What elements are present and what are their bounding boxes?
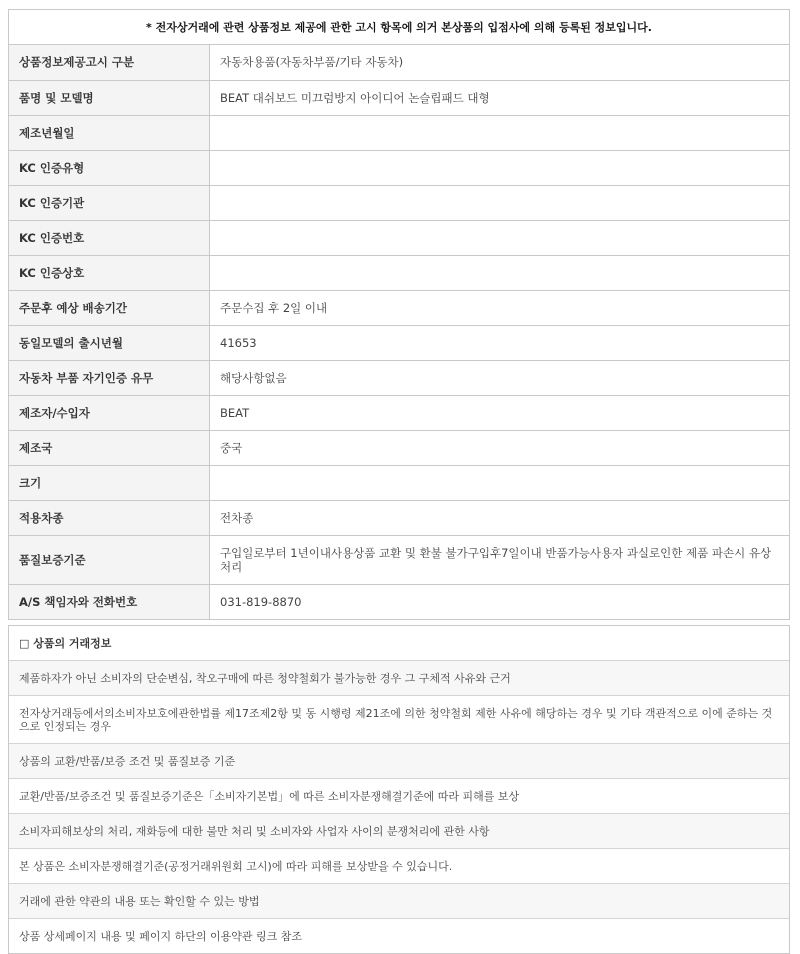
info-label: 동일모델의 출시년월 [9,325,210,360]
info-row [9,535,789,584]
trade-answer: 본 상품은 소비자분쟁해결기준(공정거래위원회 고시)에 따라 피해를 보상받을 수 있습니다. [9,848,789,883]
info-label: 제조년월일 [9,115,210,150]
info-value: 031-819-8870 [210,584,790,619]
info-value: BEAT [210,395,790,430]
trade-question: 제품하자가 아닌 소비자의 단순변심, 착오구매에 따른 청약철회가 불가능한 경우 그 구체적 사유와 근거 [9,660,789,695]
info-label: 품질보증기준 [9,535,210,584]
info-row [9,220,789,255]
info-label: A/S 책임자와 전화번호 [9,584,210,619]
info-value: 전차종 [210,500,790,535]
info-value [210,185,790,220]
info-label: 품명 및 모델명 [9,80,210,115]
trade-answer: 전자상거래등에서의소비자보호에관한법률 제17조제2항 및 동 시행령 제21조에 의한 청약철회 제한 사유에 해당하는 경우 및 기타 객관적으로 이에 준하는 것으로 인정되는 경우 [9,695,789,743]
info-row [9,115,789,150]
info-row [9,395,789,430]
trade-question: 상품의 교환/반품/보증 조건 및 품질보증 기준 [9,743,789,778]
info-value [210,150,790,185]
info-value [210,220,790,255]
info-value: 41653 [210,325,790,360]
info-row [9,255,789,290]
info-value [210,115,790,150]
info-row [9,584,789,619]
info-row [9,290,789,325]
info-label: 자동차 부품 자기인증 유무 [9,360,210,395]
info-row [9,80,789,115]
info-row [9,45,789,80]
info-value: 해당사항없음 [210,360,790,395]
info-value: BEAT 대쉬보드 미끄럼방지 아이디어 논슬립패드 대형 [210,80,790,115]
info-row [9,185,789,220]
trade-question: 거래에 관한 약관의 내용 또는 확인할 수 있는 방법 [9,883,789,918]
info-row [9,360,789,395]
info-row [9,150,789,185]
info-label: KC 인증유형 [9,150,210,185]
info-label: KC 인증번호 [9,220,210,255]
info-value [210,255,790,290]
info-label: 제조자/수입자 [9,395,210,430]
trade-info-section [8,625,790,954]
info-label: KC 인증기관 [9,185,210,220]
info-value: 중국 [210,430,790,465]
trade-question: 소비자피해보상의 처리, 재화등에 대한 불만 처리 및 소비자와 사업자 사이의 분쟁처리에 관한 사항 [9,813,789,848]
trade-answer: 교환/반품/보증조건 및 품질보증기준은「소비자기본법」에 따른 소비자분쟁해결기준에 따라 피해를 보상 [9,778,789,813]
info-value [210,465,790,500]
info-label: 제조국 [9,430,210,465]
trade-section-title: □ 상품의 거래정보 [19,636,112,650]
info-value: 구입일로부터 1년이내사용상품 교환 및 환불 불가구입후7일이내 반품가능사용자 과실로인한 제품 파손시 유상처리 [210,535,790,584]
info-label: KC 인증상호 [9,255,210,290]
info-label: 상품정보제공고시 구분 [9,45,210,80]
info-label: 적용차종 [9,500,210,535]
info-label: 주문후 예상 배송기간 [9,290,210,325]
product-info-table [8,9,790,620]
info-value: 주문수집 후 2일 이내 [210,290,790,325]
trade-answer: 상품 상세페이지 내용 및 페이지 하단의 이용약관 링크 참조 [9,918,789,953]
info-row [9,465,789,500]
info-row [9,430,789,465]
info-row [9,500,789,535]
notice-banner: * 전자상거래에 관련 상품정보 제공에 관한 고시 항목에 의거 본상품의 입점사에 의해 등록된 정보입니다. [9,10,789,45]
info-label: 크기 [9,465,210,500]
info-table [9,45,789,619]
info-value: 자동차용품(자동차부품/기타 자동차) [220,55,404,70]
info-row [9,325,789,360]
